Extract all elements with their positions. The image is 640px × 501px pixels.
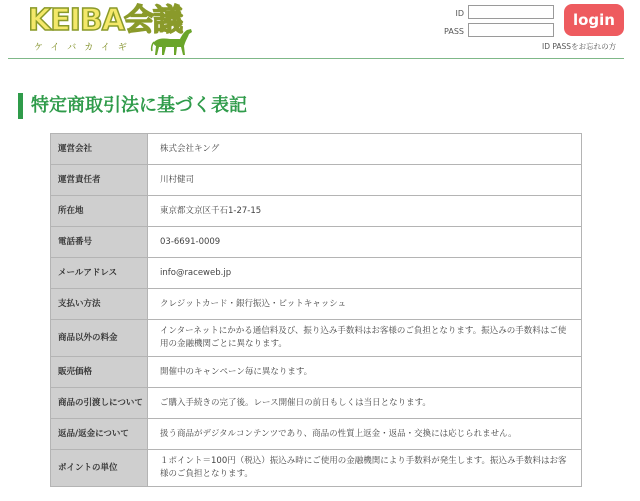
table-row <box>51 134 582 165</box>
row-label: 所在地 <box>51 196 148 227</box>
site-logo[interactable] <box>28 4 198 56</box>
legal-info-table <box>50 133 582 487</box>
row-label: 販売価格 <box>51 357 148 388</box>
id-label: ID <box>455 9 464 18</box>
row-value: １ポイント＝100円（税込）振込み時にご使用の金融機関により手数料が発生します。振込み手数料はお客様のご負担となります。 <box>148 450 582 487</box>
table-row <box>51 165 582 196</box>
row-label: 商品の引渡しについて <box>51 388 148 419</box>
pass-label: PASS <box>444 27 464 36</box>
table-row <box>51 258 582 289</box>
row-value: 03-6691-0009 <box>148 227 582 258</box>
row-value: 扱う商品がデジタルコンテンツであり、商品の性質上返金・返品・交換には応じられません。 <box>148 419 582 450</box>
login-form <box>430 4 640 58</box>
pass-input[interactable] <box>468 23 554 37</box>
header-divider <box>8 58 624 59</box>
table-row <box>51 196 582 227</box>
row-value: 株式会社キング <box>148 134 582 165</box>
logo-subtext: ケイバカイギ <box>34 43 135 53</box>
row-label: 返品/返金について <box>51 419 148 450</box>
site-header <box>0 0 640 58</box>
horse-icon <box>150 26 194 58</box>
row-label: 商品以外の料金 <box>51 320 148 357</box>
row-value: info@raceweb.jp <box>148 258 582 289</box>
table-row <box>51 227 582 258</box>
row-label: 支払い方法 <box>51 289 148 320</box>
table-row <box>51 357 582 388</box>
row-label: ポイントの単位 <box>51 450 148 487</box>
login-button[interactable]: login <box>564 4 624 36</box>
id-input[interactable] <box>468 5 554 19</box>
row-value: 開催中のキャンペーン毎に異なります。 <box>148 357 582 388</box>
row-value: 川村健司 <box>148 165 582 196</box>
row-value: ご購入手続きの完了後。レース開催日の前日もしくは当日となります。 <box>148 388 582 419</box>
row-label: メールアドレス <box>51 258 148 289</box>
row-label: 運営責任者 <box>51 165 148 196</box>
row-value: クレジットカード・銀行振込・ビットキャッシュ <box>148 289 582 320</box>
row-value: インターネットにかかる通信料及び、振り込み手数料はお客様のご負担となります。振込みの手数料はご使用の金融機関ごとに異なります。 <box>148 320 582 357</box>
row-value: 東京都文京区千石1-27-15 <box>148 196 582 227</box>
row-label: 運営会社 <box>51 134 148 165</box>
title-accent-bar <box>18 93 23 119</box>
forgot-password-link[interactable]: ID PASSをお忘れの方 <box>542 42 617 51</box>
logo-text: KEIBA会議 <box>28 3 182 38</box>
table-row <box>51 450 582 487</box>
table-row <box>51 289 582 320</box>
table-row <box>51 320 582 357</box>
table-row <box>51 388 582 419</box>
page-title: 特定商取引法に基づく表記 <box>31 95 247 116</box>
table-row <box>51 419 582 450</box>
row-label: 電話番号 <box>51 227 148 258</box>
